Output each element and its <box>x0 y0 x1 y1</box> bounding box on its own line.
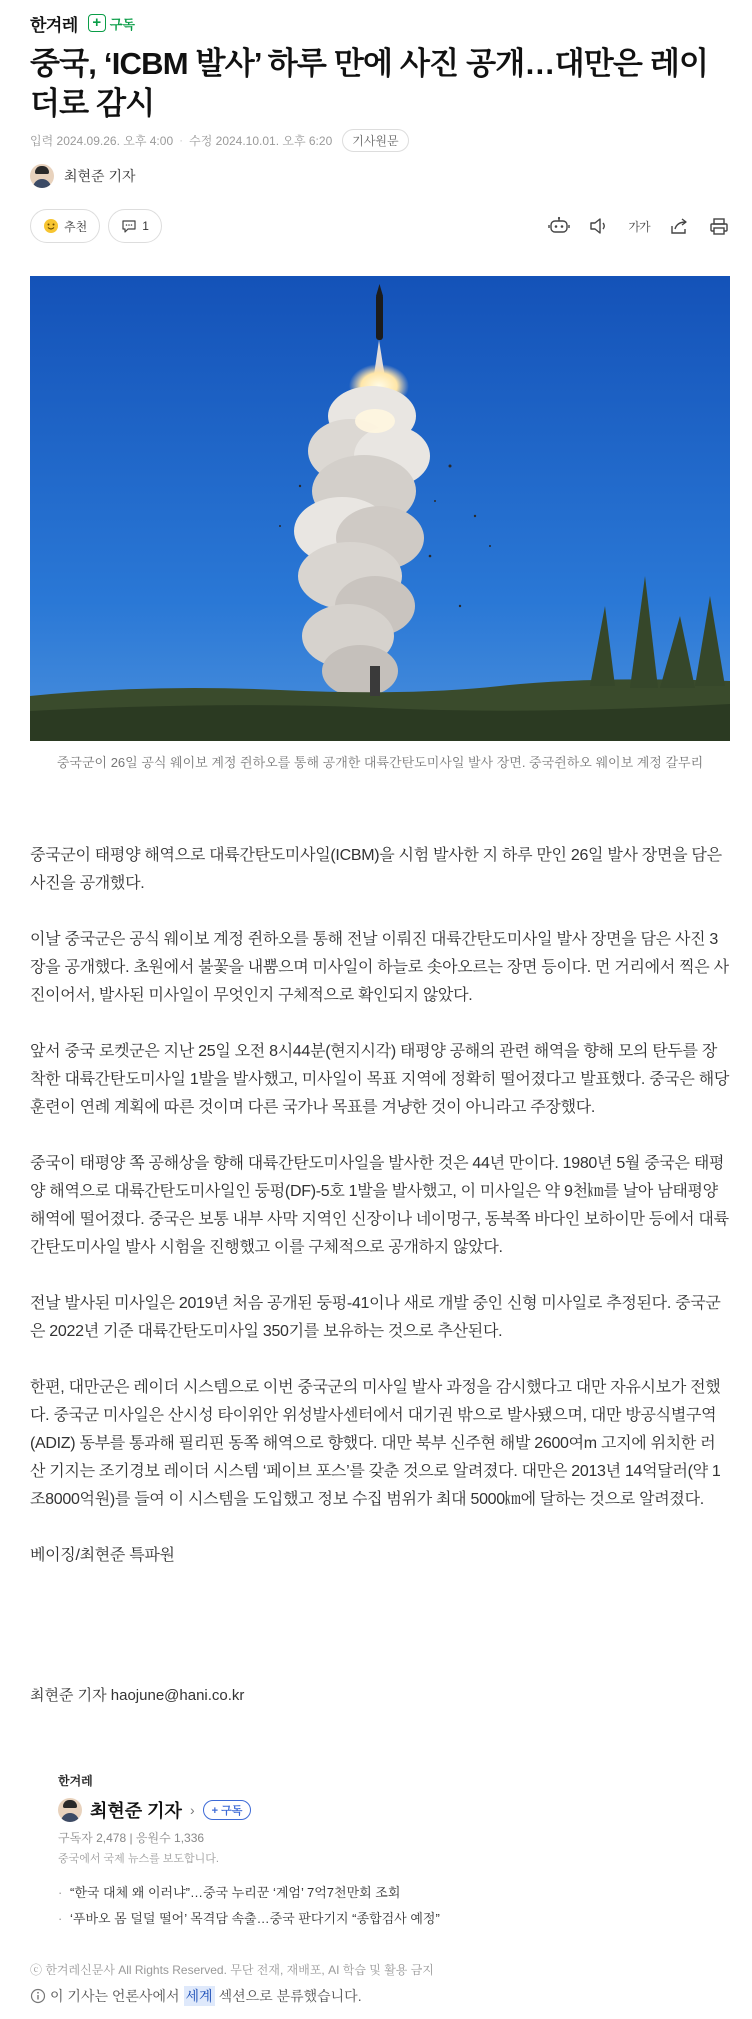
print-icon <box>709 217 729 235</box>
article-paragraph: 앞서 중국 로켓군은 지난 25일 오전 8시44분(현지시각) 태평양 공해의 관련 해역을 향해 모의 탄두를 장착한 대륙간탄도미사일 1발을 발사했고, 미사일이 목표 지역에 정확히 떨어졌다고 발표했다. 중국은 해당 훈련이 연례 계획에 따른 것이며 다른 국가나 목표를 겨냥한 것이 아니라고 주장했다. <box>30 1043 730 1116</box>
comment-count: 1 <box>142 219 149 233</box>
robot-icon <box>548 216 570 236</box>
article-meta <box>30 129 730 151</box>
article-paragraph: 한편, 대만군은 레이더 시스템으로 이번 중국군의 미사일 발사 과정을 감시했다고 대만 자유시보가 전했다. 중국군 미사일은 산시성 타이위안 위성발사센터에서 대기권 밖으로 발사됐으며, 대만 방공식별구역(ADIZ) 동부를 통과해 필리핀 동쪽 해역으로 향했다. 대만 북부 신주현 해발 2600여m 고지에 위치한 러산 기지는 조기경보 레이더 시스템 ‘페이브 포스’를 갖춘 것으로 알려졌다. 대만은 2013년 14억달러(약 1조8000억원)를 들여 이 시스템을 도입했고 정보 수집 범위가 최대 5000㎞에 달하는 것으로 알려졌다. <box>30 1379 721 1508</box>
recommend-label: 추천 <box>64 219 88 234</box>
missile-launch-image <box>30 276 730 741</box>
card-author-row <box>58 1797 700 1823</box>
related-article-link[interactable]: · ‘푸바오 몸 덜덜 떨어’ 목격담 속출…중국 판다기지 “종합검사 예정” <box>58 1906 700 1932</box>
section-classification <box>30 1986 730 2006</box>
article-body <box>30 842 730 1598</box>
author-avatar <box>30 164 54 188</box>
card-publisher-logo[interactable]: 한겨레 <box>58 1774 93 1788</box>
article-paragraph: 중국이 태평양 쪽 공해상을 향해 대륙간탄도미사일을 발사한 것은 44년 만이다. 1980년 5월 중국은 태평양 해역으로 대륙간탄도미사일인 둥펑(DF)-5호 1발을 발사했고, 이 미사일은 약 9천㎞를 날아 남태평양 해역에 떨어졌다. 중국은 보통 내부 사막 지역인 신장이나 네이멍구, 동북쪽 바다인 보하이만 등에서 대륙간탄도미사일 발사 시험을 진행했고 이를 구체적으로 공개하지 않았다. <box>30 1155 729 1256</box>
plus-icon: + <box>88 14 106 32</box>
publisher-logo[interactable]: 한겨레 <box>30 15 78 35</box>
chevron-right-icon: › <box>189 1802 195 1818</box>
font-size-icon: 가가 <box>628 219 650 234</box>
article-actions <box>30 208 730 244</box>
share-icon <box>669 217 689 235</box>
share-button[interactable] <box>668 215 690 237</box>
input-time: 입력 2024.09.26. 오후 4:00 <box>30 133 174 148</box>
meta-separator: · <box>179 133 184 147</box>
original-article-button[interactable]: 기사원문 <box>342 129 408 152</box>
top-bar <box>30 6 730 40</box>
info-icon <box>30 1988 46 2004</box>
listen-button[interactable] <box>588 215 610 237</box>
classify-prefix: 이 기사는 언론사에서 <box>50 1988 180 2004</box>
subscribe-label: 구독 <box>109 16 135 32</box>
card-subscribe-button[interactable]: + 구독 <box>203 1800 252 1820</box>
photo-caption: 중국군이 26일 공식 웨이보 계정 쥔하오를 통해 공개한 대륙간탄도미사일 발사 장면. 중국쥔하오 웨이보 계정 갈무리 <box>56 755 704 770</box>
article-paragraph: 이날 중국군은 공식 웨이보 계정 쥔하오를 통해 전날 이뤄진 대륙간탄도미사일 발사 장면을 담은 사진 3장을 공개했다. 초원에서 불꽃을 내뿜으며 미사일이 하늘로 솟아오르는 장면 등이다. 먼 거리에서 찍은 사진이어서, 발사된 미사일이 무엇인지 구체적으로 확인되지 않았다. <box>30 931 729 1004</box>
card-stats: 구독자 2,478 | 응원수 1,336 <box>58 1831 205 1845</box>
smile-icon <box>43 218 59 234</box>
summary-bot-button[interactable] <box>548 215 570 237</box>
author-row[interactable] <box>30 162 730 190</box>
section-link[interactable]: 세계 <box>185 1988 213 2004</box>
article-dateline: 베이징/최현준 특파원 <box>30 1547 175 1564</box>
modified-time: 수정 2024.10.01. 오후 6:20 <box>189 133 333 148</box>
speaker-icon <box>589 217 609 235</box>
author-card <box>58 1772 700 1932</box>
print-button[interactable] <box>708 215 730 237</box>
article-paragraph: 중국군이 태평양 해역으로 대륙간탄도미사일(ICBM)을 시험 발사한 지 하루 만인 26일 발사 장면을 담은 사진을 공개했다. <box>30 847 722 892</box>
font-size-button[interactable] <box>628 215 650 237</box>
article-title: 중국, ‘ICBM 발사’ 하루 만에 사진 공개…대만은 레이더로 감시 <box>30 46 709 121</box>
copyright-notice: ⓒ 한겨레신문사 All Rights Reserved. 무단 전재, 재배포, AI 학습 및 활용 금지 <box>30 1963 434 1977</box>
related-articles <box>58 1880 700 1932</box>
card-description: 중국에서 국제 뉴스를 보도합니다. <box>58 1853 219 1865</box>
article-photo[interactable] <box>30 276 730 741</box>
related-article-link[interactable]: · “한국 대체 왜 이러냐”…중국 누리꾼 ‘계엄’ 7억7천만회 조회 <box>58 1880 700 1906</box>
author-name[interactable]: 최현준 기자 <box>64 168 136 184</box>
classify-suffix: 섹션으로 분류했습니다. <box>218 1988 362 2004</box>
recommend-button[interactable] <box>30 209 100 243</box>
comment-button[interactable] <box>108 209 162 243</box>
card-author-name[interactable]: 최현준 기자 <box>90 1801 182 1821</box>
card-author-avatar <box>58 1798 82 1822</box>
comment-icon <box>121 218 137 234</box>
article-paragraph: 전날 발사된 미사일은 2019년 처음 공개된 둥펑-41이나 새로 개발 중인 신형 미사일로 추정된다. 중국군은 2022년 기준 대륙간탄도미사일 350기를 보유하는 것으로 추산된다. <box>30 1295 721 1340</box>
subscribe-button[interactable] <box>88 14 135 33</box>
author-byline: 최현준 기자 haojune@hani.co.kr <box>30 1687 245 1704</box>
